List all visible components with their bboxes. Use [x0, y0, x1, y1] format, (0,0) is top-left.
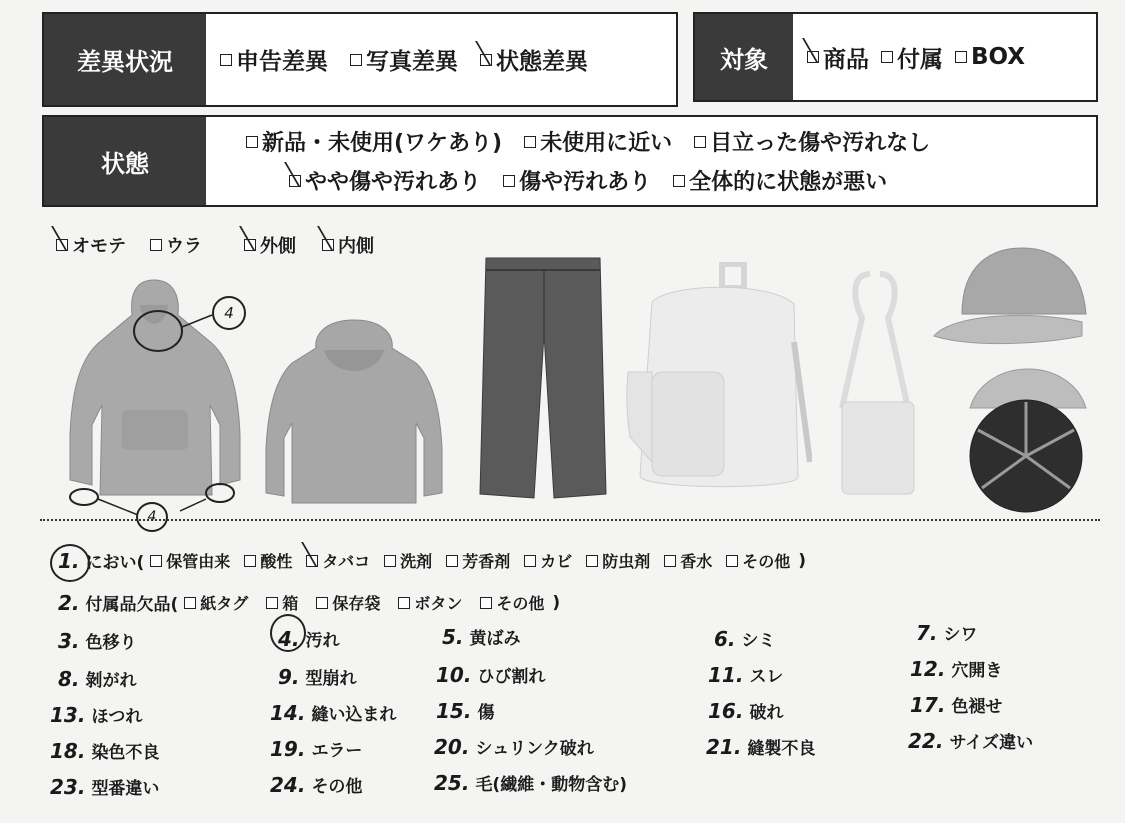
checkbox[interactable] — [446, 555, 458, 567]
defect-item-10: 10. ひび割れ — [436, 663, 546, 687]
defect-item-19: 19. エラー — [270, 737, 363, 761]
pants-illustration — [478, 254, 608, 502]
checkbox[interactable] — [398, 597, 410, 609]
condition-option-new-flawed[interactable]: 新品・未使用(ワケあり) — [246, 126, 502, 157]
defect-item-16: 16. 破れ — [708, 699, 784, 723]
checkbox[interactable] — [586, 555, 598, 567]
checkbox[interactable] — [150, 555, 162, 567]
annotation-mark-b: 4 — [136, 502, 168, 532]
target-option-box[interactable]: BOX — [955, 44, 1025, 70]
condition-header: 状態 — [44, 117, 206, 205]
checkbox[interactable] — [664, 555, 676, 567]
checkbox-checked[interactable] — [244, 239, 256, 251]
checkbox[interactable] — [524, 555, 536, 567]
item-label: 付属品欠品( — [85, 595, 179, 615]
accessory-box[interactable]: 箱 — [266, 591, 298, 614]
checkbox[interactable] — [480, 597, 492, 609]
condition-option-no-notable-damage[interactable]: 目立った傷や汚れなし — [694, 126, 930, 157]
defect-item-6: 6. シミ — [714, 627, 776, 651]
defect-item-2 — [58, 590, 560, 615]
target-header: 対象 — [695, 14, 793, 100]
checkbox[interactable] — [881, 51, 893, 63]
annotation-mark-a: 4 — [212, 296, 246, 330]
checkbox[interactable] — [726, 555, 738, 567]
checkbox[interactable] — [694, 136, 706, 148]
accessory-other[interactable]: その他 — [480, 591, 544, 614]
defect-item-25: 25. 毛(繊維・動物含む) — [434, 771, 627, 795]
checkbox[interactable] — [673, 175, 685, 187]
diff-status-header: 差異状況 — [44, 14, 206, 105]
checkbox[interactable] — [150, 239, 162, 251]
item-number: 1. — [58, 548, 80, 573]
side-outside[interactable]: 外側 — [244, 232, 296, 258]
accessory-button[interactable]: ボタン — [398, 591, 462, 614]
defect-item-22: 22. サイズ違い — [908, 729, 1034, 753]
defect-item-14: 14. 縫い込まれ — [270, 701, 397, 725]
defect-item-23: 23. 型番違い — [50, 775, 160, 799]
annotation-circle-cuff-left — [70, 489, 98, 505]
side-front[interactable]: オモテ — [56, 232, 126, 258]
diff-option-condition[interactable]: 状態差異 — [480, 43, 588, 76]
checkbox[interactable] — [350, 54, 362, 66]
side-inside[interactable]: 内側 — [322, 232, 374, 258]
smell-storage[interactable]: 保管由来 — [150, 549, 230, 572]
smell-insecticide[interactable]: 防虫剤 — [586, 549, 650, 572]
smell-tobacco[interactable]: タバコ — [306, 549, 370, 572]
defect-item-12: 12. 穴開き — [910, 657, 1003, 681]
condition-row-1 — [246, 126, 930, 157]
checkbox[interactable] — [524, 136, 536, 148]
condition-option-poor[interactable]: 全体的に状態が悪い — [673, 165, 887, 196]
checkbox[interactable] — [266, 597, 278, 609]
checkbox-checked[interactable] — [289, 175, 301, 187]
smell-other[interactable]: その他 — [726, 549, 790, 572]
checkbox-checked[interactable] — [306, 555, 318, 567]
shoulder-bag-illustration — [822, 268, 932, 496]
accessory-tag[interactable]: 紙タグ — [184, 591, 248, 614]
condition-option-near-unused[interactable]: 未使用に近い — [524, 126, 672, 157]
defect-item-24: 24. その他 — [270, 773, 363, 797]
annotation-circle-item-1 — [50, 544, 90, 582]
cap-top-illustration — [932, 244, 1092, 348]
checkbox[interactable] — [184, 597, 196, 609]
checkbox-checked[interactable] — [322, 239, 334, 251]
diff-option-report[interactable]: 申告差異 — [220, 43, 328, 76]
condition-option-damage[interactable]: 傷や汚れあり — [503, 165, 651, 196]
defect-item-8: 8. 剝がれ — [58, 667, 137, 691]
defect-item-15: 15. 傷 — [436, 699, 495, 723]
backpack-illustration — [622, 262, 812, 498]
condition-option-some-damage[interactable]: やや傷や汚れあり — [289, 165, 481, 196]
item-number: 2. — [58, 590, 80, 615]
smell-mold[interactable]: カビ — [524, 549, 572, 572]
cap-underside-illustration — [966, 352, 1090, 514]
defect-item-4: 4. 汚れ — [278, 627, 340, 651]
checkbox[interactable] — [384, 555, 396, 567]
diff-option-photo[interactable]: 写真差異 — [350, 43, 458, 76]
defect-item-5: 5. 黄ばみ — [442, 625, 521, 649]
checkbox[interactable] — [316, 597, 328, 609]
defect-item-9: 9. 型崩れ — [278, 665, 357, 689]
defect-item-1 — [58, 548, 806, 573]
checkbox[interactable] — [244, 555, 256, 567]
target-box — [693, 12, 1098, 102]
target-option-accessory[interactable]: 付属 — [881, 41, 943, 74]
checkbox-checked[interactable] — [56, 239, 68, 251]
target-options — [793, 14, 1025, 100]
item-close: ) — [798, 550, 807, 571]
smell-acid[interactable]: 酸性 — [244, 549, 292, 572]
item-close: ) — [552, 592, 561, 613]
diff-status-options — [206, 14, 588, 105]
defect-item-21: 21. 縫製不良 — [706, 735, 816, 759]
item-label: におい( — [85, 553, 145, 573]
defect-item-20: 20. シュリンク破れ — [434, 735, 594, 759]
accessory-options — [184, 591, 544, 614]
side-back[interactable]: ウラ — [150, 232, 202, 258]
checkbox[interactable] — [955, 51, 967, 63]
smell-detergent[interactable]: 洗剤 — [384, 549, 432, 572]
smell-perfume[interactable]: 香水 — [664, 549, 712, 572]
defect-item-18: 18. 染色不良 — [50, 739, 160, 763]
hoodie-back-illustration — [262, 318, 447, 508]
defect-item-17: 17. 色褪せ — [910, 693, 1003, 717]
defect-item-3: 3. 色移り — [58, 629, 137, 653]
condition-box — [42, 115, 1098, 207]
condition-row-2 — [289, 165, 887, 196]
diff-status-box — [42, 12, 678, 107]
smell-fragrance[interactable]: 芳香剤 — [446, 549, 510, 572]
annotation-circle-item-4 — [270, 614, 306, 652]
checkbox[interactable] — [503, 175, 515, 187]
smell-options — [150, 549, 790, 572]
checkbox[interactable] — [220, 54, 232, 66]
condition-options — [206, 117, 930, 205]
checkbox-checked[interactable] — [807, 51, 819, 63]
defect-item-11: 11. スレ — [708, 663, 784, 687]
checkbox[interactable] — [246, 136, 258, 148]
dotted-divider — [40, 519, 1100, 521]
defect-item-7: 7. シワ — [916, 621, 978, 645]
accessory-dustbag[interactable]: 保存袋 — [316, 591, 380, 614]
target-option-product[interactable]: 商品 — [807, 41, 869, 74]
checkbox-checked[interactable] — [480, 54, 492, 66]
defect-item-13: 13. ほつれ — [50, 703, 143, 727]
